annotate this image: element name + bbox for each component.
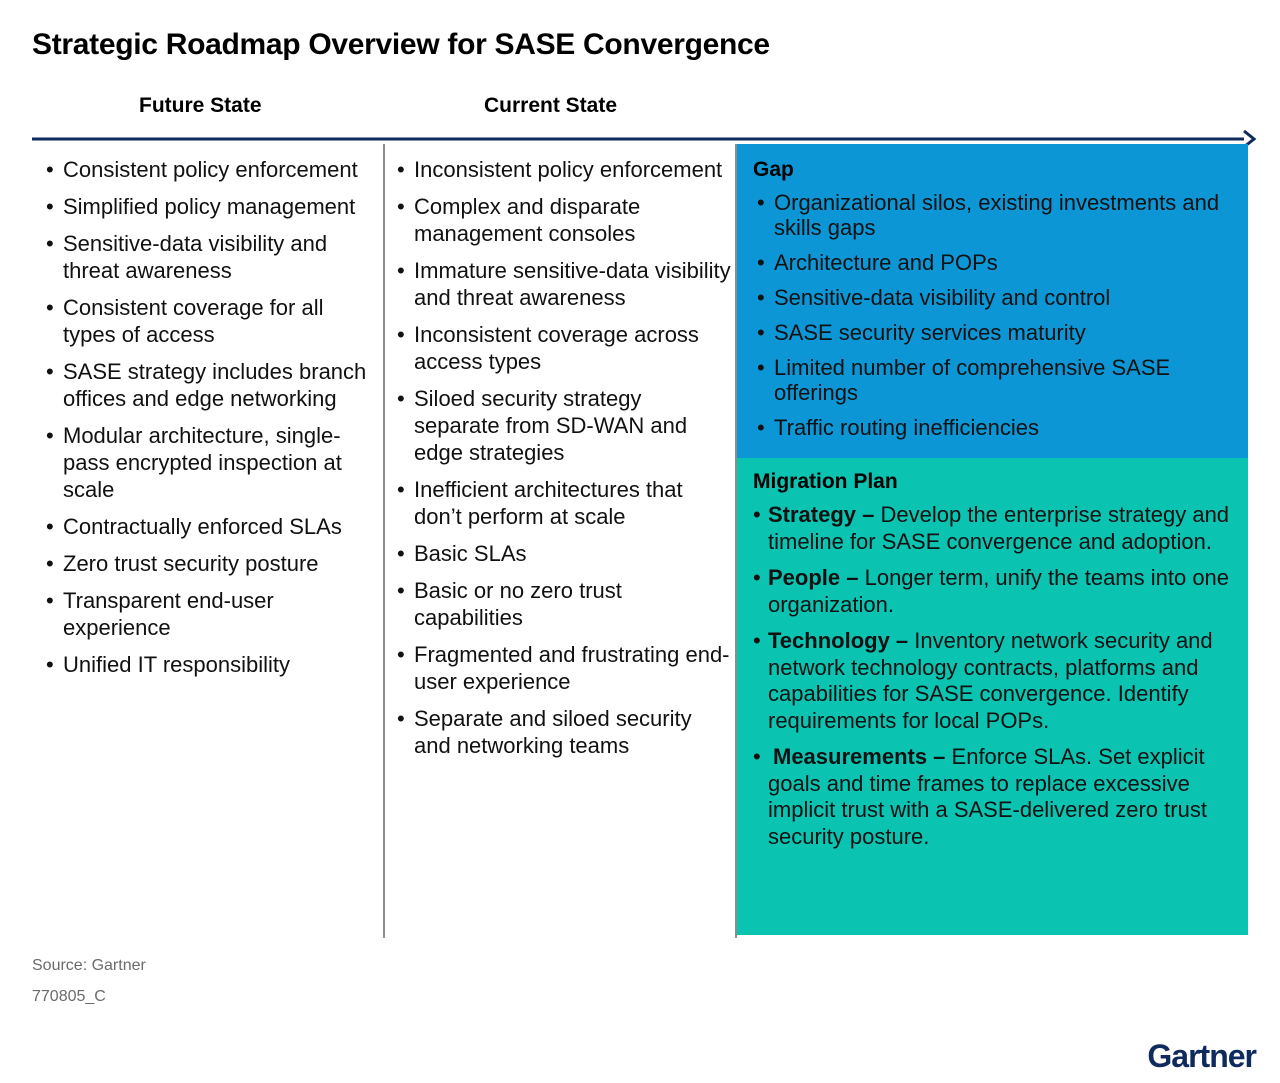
- page-title: Strategic Roadmap Overview for SASE Convergence: [32, 28, 770, 61]
- list-item: • Unified IT responsibility: [42, 651, 382, 678]
- migration-item: [753, 565, 1232, 618]
- migration-plan-panel: [737, 458, 1248, 935]
- source-note: Source: Gartner: [32, 957, 146, 974]
- migration-item: [753, 628, 1232, 734]
- migration-item-lead: Technology –: [768, 628, 909, 653]
- migration-item-lead: People –: [768, 565, 859, 590]
- gap-panel: [737, 144, 1248, 458]
- list-item: • Separate and siloed security and networking teams: [393, 705, 733, 759]
- list-item: • Contractually enforced SLAs: [42, 513, 382, 540]
- current-state-list: [393, 156, 733, 759]
- list-item: • Sensitive-data visibility and threat awareness: [42, 230, 382, 284]
- list-item: • Inconsistent policy enforcement: [393, 156, 733, 183]
- migration-item: [753, 502, 1232, 555]
- gap-list: [753, 190, 1232, 440]
- list-item: • Organizational silos, existing investments and skills gaps: [753, 190, 1232, 240]
- migration-item-text: Enforce SLAs. Set explicit goals and time frames to replace excessive implicit trust with a SASE-delivered zero trust security posture.: [768, 744, 1207, 849]
- migration-item-text: Longer term, unify the teams into one organization.: [768, 565, 1230, 617]
- list-item: • Transparent end-user experience: [42, 587, 382, 641]
- future-state-heading: Future State: [139, 94, 262, 117]
- list-item: • Basic SLAs: [393, 540, 733, 567]
- migration-plan-list: [753, 502, 1232, 850]
- list-item: • Inefficient architectures that don’t perform at scale: [393, 476, 733, 530]
- current-state-heading: Current State: [484, 94, 618, 117]
- list-item: • Limited number of comprehensive SASE offerings: [753, 355, 1232, 405]
- migration-item: [753, 744, 1232, 850]
- current-state-column: [393, 156, 733, 769]
- future-state-column: [42, 156, 382, 688]
- list-item: • Sensitive-data visibility and control: [753, 285, 1232, 310]
- list-item: • Inconsistent coverage across access types: [393, 321, 733, 375]
- gartner-logo: Gartner: [1147, 1038, 1256, 1074]
- migration-item-text: Develop the enterprise strategy and timeline for SASE convergence and adoption.: [768, 502, 1230, 554]
- migration-plan-title: Migration Plan: [753, 470, 898, 493]
- migration-item-text: Inventory network security and network technology contracts, platforms and capabilities for SASE convergence. Identify requirements for local POPs.: [768, 628, 1213, 733]
- list-item: • Immature sensitive-data visibility and threat awareness: [393, 257, 733, 311]
- list-item: • Consistent policy enforcement: [42, 156, 382, 183]
- list-item: • Complex and disparate management consoles: [393, 193, 733, 247]
- list-item: • Modular architecture, single-pass encrypted inspection at scale: [42, 422, 382, 503]
- future-state-list: [42, 156, 382, 678]
- figure-id: 770805_C: [32, 988, 106, 1005]
- list-item: • Simplified policy management: [42, 193, 382, 220]
- list-item: • Zero trust security posture: [42, 550, 382, 577]
- list-item: • Architecture and POPs: [753, 250, 1232, 275]
- column-divider: [383, 144, 385, 938]
- gap-title: Gap: [753, 158, 794, 181]
- list-item: • Traffic routing inefficiencies: [753, 415, 1232, 440]
- list-item: • Siloed security strategy separate from SD-WAN and edge strategies: [393, 385, 733, 466]
- list-item: • Consistent coverage for all types of access: [42, 294, 382, 348]
- list-item: • SASE security services maturity: [753, 320, 1232, 345]
- list-item: • Basic or no zero trust capabilities: [393, 577, 733, 631]
- list-item: • SASE strategy includes branch offices and edge networking: [42, 358, 382, 412]
- migration-item-lead: Strategy –: [768, 502, 875, 527]
- list-item: • Fragmented and frustrating end-user experience: [393, 641, 733, 695]
- migration-item-lead: Measurements –: [773, 744, 946, 769]
